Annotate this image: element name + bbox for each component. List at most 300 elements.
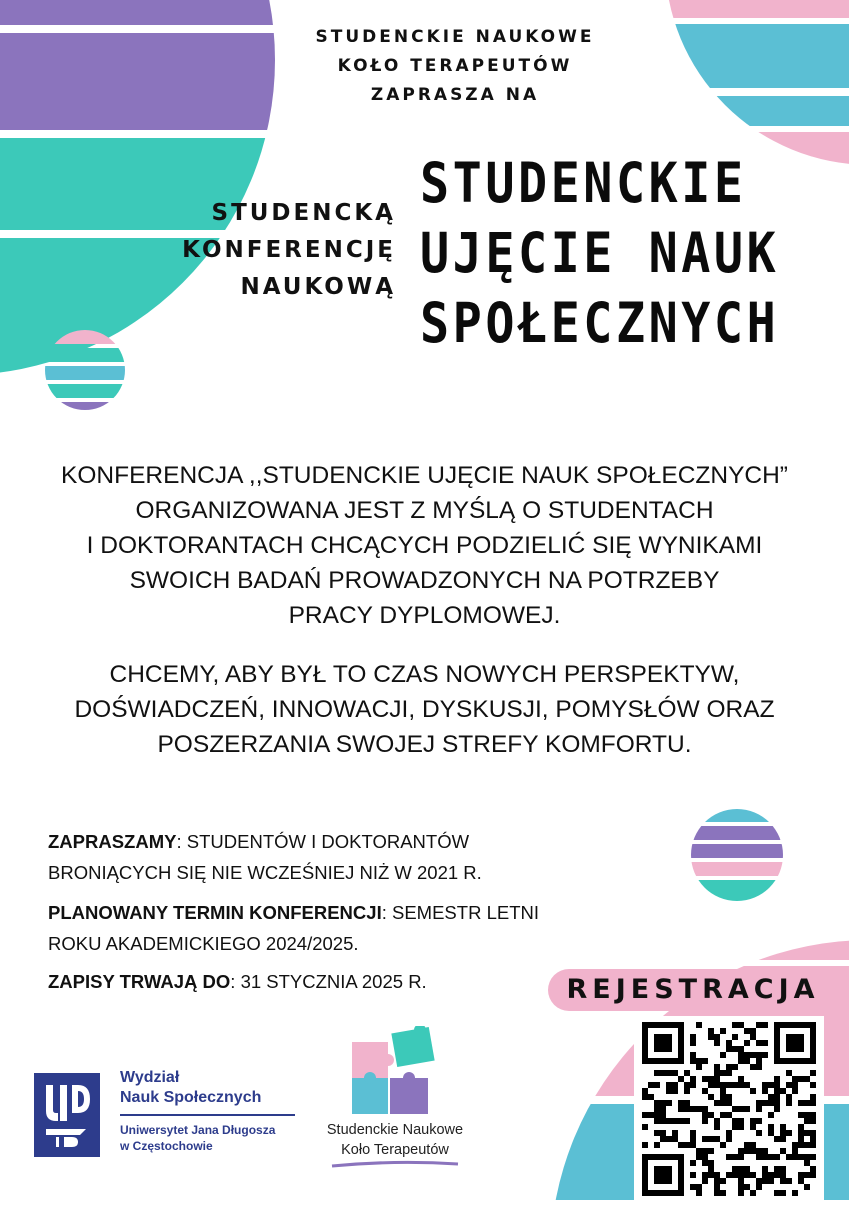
qr-module xyxy=(678,1106,684,1112)
qr-module xyxy=(804,1184,810,1190)
qr-module xyxy=(720,1100,726,1106)
qr-module xyxy=(738,1124,744,1130)
qr-module xyxy=(792,1082,798,1088)
qr-module xyxy=(768,1112,774,1118)
qr-module xyxy=(702,1172,708,1178)
qr-module xyxy=(744,1106,750,1112)
qr-module xyxy=(768,1124,774,1130)
qr-module xyxy=(756,1040,762,1046)
qr-module xyxy=(774,1172,780,1178)
qr-module xyxy=(702,1136,708,1142)
qr-module xyxy=(690,1160,696,1166)
qr-module xyxy=(756,1052,762,1058)
qr-module xyxy=(786,1154,792,1160)
qr-module xyxy=(744,1142,750,1148)
qr-module xyxy=(702,1106,708,1112)
qr-module xyxy=(690,1052,696,1058)
qr-module xyxy=(738,1154,744,1160)
qr-module xyxy=(762,1022,768,1028)
qr-module xyxy=(714,1076,720,1082)
qr-module xyxy=(756,1118,762,1124)
qr-module xyxy=(774,1082,780,1088)
qr-module xyxy=(666,1070,672,1076)
qr-module xyxy=(744,1040,750,1046)
qr-module xyxy=(708,1160,714,1166)
qr-module xyxy=(810,1166,816,1172)
qr-module xyxy=(786,1130,792,1136)
qr-module xyxy=(810,1118,816,1124)
qr-module xyxy=(696,1148,702,1154)
qr-module xyxy=(780,1166,786,1172)
qr-module xyxy=(690,1076,696,1082)
qr-module xyxy=(684,1118,690,1124)
qr-module xyxy=(738,1022,744,1028)
qr-finder xyxy=(654,1034,672,1052)
qr-module xyxy=(768,1100,774,1106)
qr-module xyxy=(732,1106,738,1112)
qr-module xyxy=(798,1130,804,1136)
qr-module xyxy=(756,1184,762,1190)
qr-module xyxy=(714,1064,720,1070)
qr-module xyxy=(684,1106,690,1112)
qr-module xyxy=(792,1088,798,1094)
qr-module xyxy=(774,1136,780,1142)
qr-module xyxy=(666,1088,672,1094)
term-label: PLANOWANY TERMIN KONFERENCJI xyxy=(48,902,382,923)
qr-module xyxy=(690,1034,696,1040)
club-name-line-1: Studenckie Naukowe xyxy=(326,1122,464,1138)
qr-module xyxy=(720,1112,726,1118)
qr-module xyxy=(774,1088,780,1094)
qr-module xyxy=(738,1178,744,1184)
qr-module xyxy=(780,1190,786,1196)
qr-module xyxy=(666,1100,672,1106)
qr-module xyxy=(660,1130,666,1136)
qr-module xyxy=(798,1100,804,1106)
qr-module xyxy=(798,1112,804,1118)
qr-module xyxy=(756,1106,762,1112)
qr-module xyxy=(714,1118,720,1124)
qr-module xyxy=(708,1112,714,1118)
qr-module xyxy=(642,1142,648,1148)
qr-module xyxy=(720,1088,726,1094)
qr-module xyxy=(678,1118,684,1124)
qr-module xyxy=(774,1190,780,1196)
qr-module xyxy=(690,1184,696,1190)
qr-module xyxy=(762,1172,768,1178)
qr-module xyxy=(726,1082,732,1088)
term-info xyxy=(48,897,608,959)
qr-module xyxy=(666,1082,672,1088)
qr-module xyxy=(732,1124,738,1130)
qr-module xyxy=(642,1088,648,1094)
qr-module xyxy=(774,1076,780,1082)
qr-module xyxy=(738,1082,744,1088)
qr-module xyxy=(750,1172,756,1178)
description-line: PRACY DYPLOMOWEJ. xyxy=(288,602,561,629)
qr-module xyxy=(714,1040,720,1046)
qr-module xyxy=(690,1082,696,1088)
deadline-label: ZAPISY TRWAJĄ DO xyxy=(48,971,231,992)
qr-module xyxy=(654,1118,660,1124)
qr-module xyxy=(666,1118,672,1124)
qr-module xyxy=(774,1166,780,1172)
qr-module xyxy=(714,1172,720,1178)
qr-module xyxy=(750,1034,756,1040)
qr-module xyxy=(762,1166,768,1172)
logo-divider xyxy=(120,1114,295,1116)
qr-module xyxy=(744,1148,750,1154)
deadline-text: : 31 STYCZNIA 2025 R. xyxy=(230,971,427,992)
qr-module xyxy=(726,1136,732,1142)
qr-module xyxy=(654,1070,660,1076)
description-line: SWOICH BADAŃ PROWADZONYCH NA POTRZEBY xyxy=(129,567,720,594)
puzzle-logo-icon xyxy=(350,1026,446,1118)
qr-module xyxy=(726,1154,732,1160)
qr-module xyxy=(648,1112,654,1118)
qr-module xyxy=(738,1046,744,1052)
qr-module xyxy=(792,1154,798,1160)
term-text: : SEMESTR LETNI xyxy=(381,902,539,923)
qr-module xyxy=(696,1190,702,1196)
university-name-line-1: Uniwersytet Jana Długosza xyxy=(120,1123,276,1137)
qr-module xyxy=(810,1070,816,1076)
description-line: ORGANIZOWANA JEST Z MYŚLĄ O STUDENTACH xyxy=(135,497,714,524)
description-line: KONFERENCJA ,,STUDENCKIE UJĘCIE NAUK SPOŁECZNYCH” xyxy=(61,462,788,489)
qr-module xyxy=(720,1142,726,1148)
qr-module xyxy=(780,1124,786,1130)
qr-module xyxy=(768,1172,774,1178)
description-line: CHCEMY, ABY BYŁ TO CZAS NOWYCH PERSPEKTYW, xyxy=(109,661,740,688)
faculty-name-line-1: Wydział xyxy=(120,1069,180,1086)
qr-module xyxy=(732,1154,738,1160)
qr-module xyxy=(762,1154,768,1160)
subtitle-line-1: STUDENCKĄ xyxy=(211,200,396,226)
qr-module xyxy=(804,1172,810,1178)
qr-module xyxy=(708,1076,714,1082)
qr-module xyxy=(738,1058,744,1064)
qr-module xyxy=(738,1190,744,1196)
qr-module xyxy=(654,1082,660,1088)
qr-module xyxy=(750,1148,756,1154)
qr-module xyxy=(810,1130,816,1136)
qr-module xyxy=(690,1142,696,1148)
description-line: I DOKTORANTACH CHCĄCYCH PODZIELIĆ SIĘ WYNIKAMI xyxy=(86,532,763,559)
qr-module xyxy=(798,1172,804,1178)
qr-module xyxy=(810,1172,816,1178)
qr-module xyxy=(690,1136,696,1142)
qr-module xyxy=(684,1082,690,1088)
qr-module xyxy=(678,1142,684,1148)
qr-module xyxy=(660,1100,666,1106)
qr-module xyxy=(732,1046,738,1052)
qr-module xyxy=(726,1094,732,1100)
qr-module xyxy=(708,1082,714,1088)
qr-module xyxy=(792,1190,798,1196)
qr-module xyxy=(810,1094,816,1100)
qr-module xyxy=(732,1166,738,1172)
qr-module xyxy=(654,1142,660,1148)
qr-module xyxy=(672,1136,678,1142)
qr-module xyxy=(780,1130,786,1136)
qr-module xyxy=(780,1148,786,1154)
qr-module xyxy=(810,1154,816,1160)
qr-module xyxy=(738,1184,744,1190)
small-striped-circle-right xyxy=(688,806,788,902)
qr-module xyxy=(804,1154,810,1160)
qr-module xyxy=(726,1112,732,1118)
club-name xyxy=(300,1120,490,1160)
qr-code-icon xyxy=(634,1016,824,1200)
qr-module xyxy=(708,1148,714,1154)
qr-module xyxy=(738,1172,744,1178)
qr-module xyxy=(726,1064,732,1070)
qr-module xyxy=(804,1118,810,1124)
qr-module xyxy=(738,1166,744,1172)
qr-module xyxy=(714,1190,720,1196)
qr-module xyxy=(738,1052,744,1058)
invite-info xyxy=(48,826,608,888)
qr-module xyxy=(738,1148,744,1154)
qr-module xyxy=(798,1154,804,1160)
qr-module xyxy=(696,1106,702,1112)
qr-module xyxy=(726,1040,732,1046)
qr-module xyxy=(750,1124,756,1130)
qr-module xyxy=(804,1100,810,1106)
qr-module xyxy=(798,1124,804,1130)
qr-module xyxy=(804,1160,810,1166)
qr-module xyxy=(732,1022,738,1028)
qr-module xyxy=(780,1178,786,1184)
qr-module xyxy=(720,1052,726,1058)
qr-module xyxy=(738,1076,744,1082)
qr-module xyxy=(756,1154,762,1160)
qr-module xyxy=(780,1088,786,1094)
qr-module xyxy=(642,1124,648,1130)
qr-module xyxy=(726,1172,732,1178)
qr-module xyxy=(684,1070,690,1076)
qr-module xyxy=(768,1094,774,1100)
qr-module xyxy=(714,1070,720,1076)
qr-module xyxy=(690,1040,696,1046)
qr-module xyxy=(702,1058,708,1064)
faculty-name xyxy=(120,1068,261,1108)
qr-module xyxy=(756,1058,762,1064)
description-paragraph-2 xyxy=(20,657,829,762)
qr-module xyxy=(762,1082,768,1088)
invite-text-2: BRONIĄCYCH SIĘ NIE WCZEŚNIEJ NIŻ W 2021 R. xyxy=(48,862,482,883)
qr-module xyxy=(720,1082,726,1088)
qr-module xyxy=(654,1106,660,1112)
qr-module xyxy=(702,1148,708,1154)
title-line-2: UJĘCIE NAUK xyxy=(420,221,780,285)
qr-module xyxy=(786,1070,792,1076)
qr-module xyxy=(768,1178,774,1184)
qr-module xyxy=(702,1076,708,1082)
qr-module xyxy=(744,1184,750,1190)
qr-module xyxy=(804,1130,810,1136)
qr-module xyxy=(714,1100,720,1106)
qr-module xyxy=(738,1106,744,1112)
qr-module xyxy=(714,1082,720,1088)
qr-module xyxy=(720,1028,726,1034)
qr-module xyxy=(780,1172,786,1178)
registration-label[interactable]: REJESTRACJA xyxy=(548,969,838,1011)
qr-module xyxy=(672,1070,678,1076)
club-underline xyxy=(330,1160,460,1170)
header-line-2: KOŁO TERAPEUTÓW xyxy=(337,56,573,76)
description-line: POSZERZANIA SWOJEJ STREFY KOMFORTU. xyxy=(157,731,692,758)
qr-module xyxy=(690,1058,696,1064)
qr-module xyxy=(702,1154,708,1160)
title-line-1: STUDENCKIE xyxy=(420,151,747,215)
qr-module xyxy=(726,1130,732,1136)
qr-module xyxy=(774,1100,780,1106)
qr-module xyxy=(708,1172,714,1178)
qr-module xyxy=(750,1064,756,1070)
qr-module xyxy=(756,1100,762,1106)
qr-module xyxy=(654,1100,660,1106)
qr-module xyxy=(660,1136,666,1142)
qr-module xyxy=(702,1088,708,1094)
qr-module xyxy=(750,1028,756,1034)
qr-module xyxy=(672,1088,678,1094)
qr-module xyxy=(792,1076,798,1082)
qr-module xyxy=(678,1076,684,1082)
qr-module xyxy=(744,1058,750,1064)
qr-module xyxy=(744,1082,750,1088)
qr-module xyxy=(798,1142,804,1148)
qr-module xyxy=(768,1154,774,1160)
qr-module xyxy=(774,1106,780,1112)
qr-module xyxy=(804,1076,810,1082)
term-text-2: ROKU AKADEMICKIEGO 2024/2025. xyxy=(48,933,359,954)
qr-module xyxy=(732,1172,738,1178)
qr-module xyxy=(696,1154,702,1160)
qr-module xyxy=(672,1130,678,1136)
qr-module xyxy=(750,1088,756,1094)
qr-module xyxy=(690,1106,696,1112)
qr-module xyxy=(810,1136,816,1142)
qr-module xyxy=(702,1118,708,1124)
qr-module xyxy=(696,1064,702,1070)
qr-module xyxy=(756,1178,762,1184)
qr-module xyxy=(810,1112,816,1118)
qr-module xyxy=(672,1118,678,1124)
deadline-info xyxy=(48,966,608,997)
qr-module xyxy=(738,1118,744,1124)
qr-module xyxy=(714,1178,720,1184)
qr-module xyxy=(696,1058,702,1064)
qr-module xyxy=(648,1094,654,1100)
qr-module xyxy=(756,1022,762,1028)
qr-module xyxy=(744,1172,750,1178)
qr-module xyxy=(684,1142,690,1148)
qr-module xyxy=(804,1112,810,1118)
qr-module xyxy=(780,1136,786,1142)
qr-module xyxy=(804,1142,810,1148)
qr-module xyxy=(732,1064,738,1070)
qr-module xyxy=(744,1028,750,1034)
qr-module xyxy=(708,1094,714,1100)
qr-module xyxy=(690,1172,696,1178)
qr-module xyxy=(684,1088,690,1094)
qr-module xyxy=(798,1178,804,1184)
qr-module xyxy=(756,1130,762,1136)
qr-module xyxy=(720,1094,726,1100)
qr-module xyxy=(642,1094,648,1100)
qr-module xyxy=(762,1052,768,1058)
description-line: DOŚWIADCZEŃ, INNOWACJI, DYSKUSJI, POMYSŁÓW ORAZ xyxy=(74,696,775,723)
qr-module xyxy=(810,1082,816,1088)
qr-module xyxy=(744,1052,750,1058)
university-name xyxy=(120,1122,275,1154)
qr-module xyxy=(810,1142,816,1148)
header-line-1: STUDENCKIE NAUKOWE xyxy=(315,27,595,47)
faculty-name-line-2: Nauk Społecznych xyxy=(120,1089,262,1106)
qr-module xyxy=(714,1136,720,1142)
description-paragraph-1 xyxy=(20,458,829,633)
qr-module xyxy=(798,1076,804,1082)
qr-module xyxy=(660,1106,666,1112)
qr-module xyxy=(732,1118,738,1124)
registration-qr-code[interactable] xyxy=(634,1016,824,1200)
qr-module xyxy=(768,1130,774,1136)
qr-module xyxy=(660,1070,666,1076)
qr-module xyxy=(732,1034,738,1040)
qr-module xyxy=(792,1148,798,1154)
qr-finder xyxy=(786,1034,804,1052)
subtitle-line-3: NAUKOWĄ xyxy=(240,274,396,300)
qr-module xyxy=(756,1148,762,1154)
qr-module xyxy=(654,1112,660,1118)
invite-label: ZAPRASZAMY xyxy=(48,831,177,852)
qr-module xyxy=(792,1142,798,1148)
qr-module xyxy=(786,1178,792,1184)
subtitle-line-2: KONFERENCJĘ xyxy=(182,237,396,263)
qr-module xyxy=(660,1112,666,1118)
qr-module xyxy=(714,1034,720,1040)
qr-module xyxy=(762,1040,768,1046)
qr-module xyxy=(702,1160,708,1166)
qr-module xyxy=(702,1178,708,1184)
qr-finder xyxy=(654,1166,672,1184)
club-name-line-2: Koło Terapeutów xyxy=(341,1142,449,1158)
qr-module xyxy=(654,1130,660,1136)
qr-module xyxy=(726,1046,732,1052)
qr-module xyxy=(726,1100,732,1106)
qr-module xyxy=(750,1142,756,1148)
university-logo-icon xyxy=(34,1073,100,1157)
qr-module xyxy=(726,1070,732,1076)
qr-module xyxy=(678,1100,684,1106)
qr-module xyxy=(732,1082,738,1088)
header-line-3: ZAPRASZA NA xyxy=(370,85,540,105)
qr-module xyxy=(696,1022,702,1028)
qr-module xyxy=(696,1184,702,1190)
qr-module xyxy=(702,1112,708,1118)
qr-module xyxy=(648,1082,654,1088)
qr-module xyxy=(810,1100,816,1106)
qr-module xyxy=(720,1190,726,1196)
qr-module xyxy=(786,1082,792,1088)
qr-module xyxy=(708,1034,714,1040)
qr-module xyxy=(762,1148,768,1154)
qr-module xyxy=(750,1190,756,1196)
qr-module xyxy=(756,1064,762,1070)
qr-module xyxy=(744,1166,750,1172)
qr-module xyxy=(762,1178,768,1184)
